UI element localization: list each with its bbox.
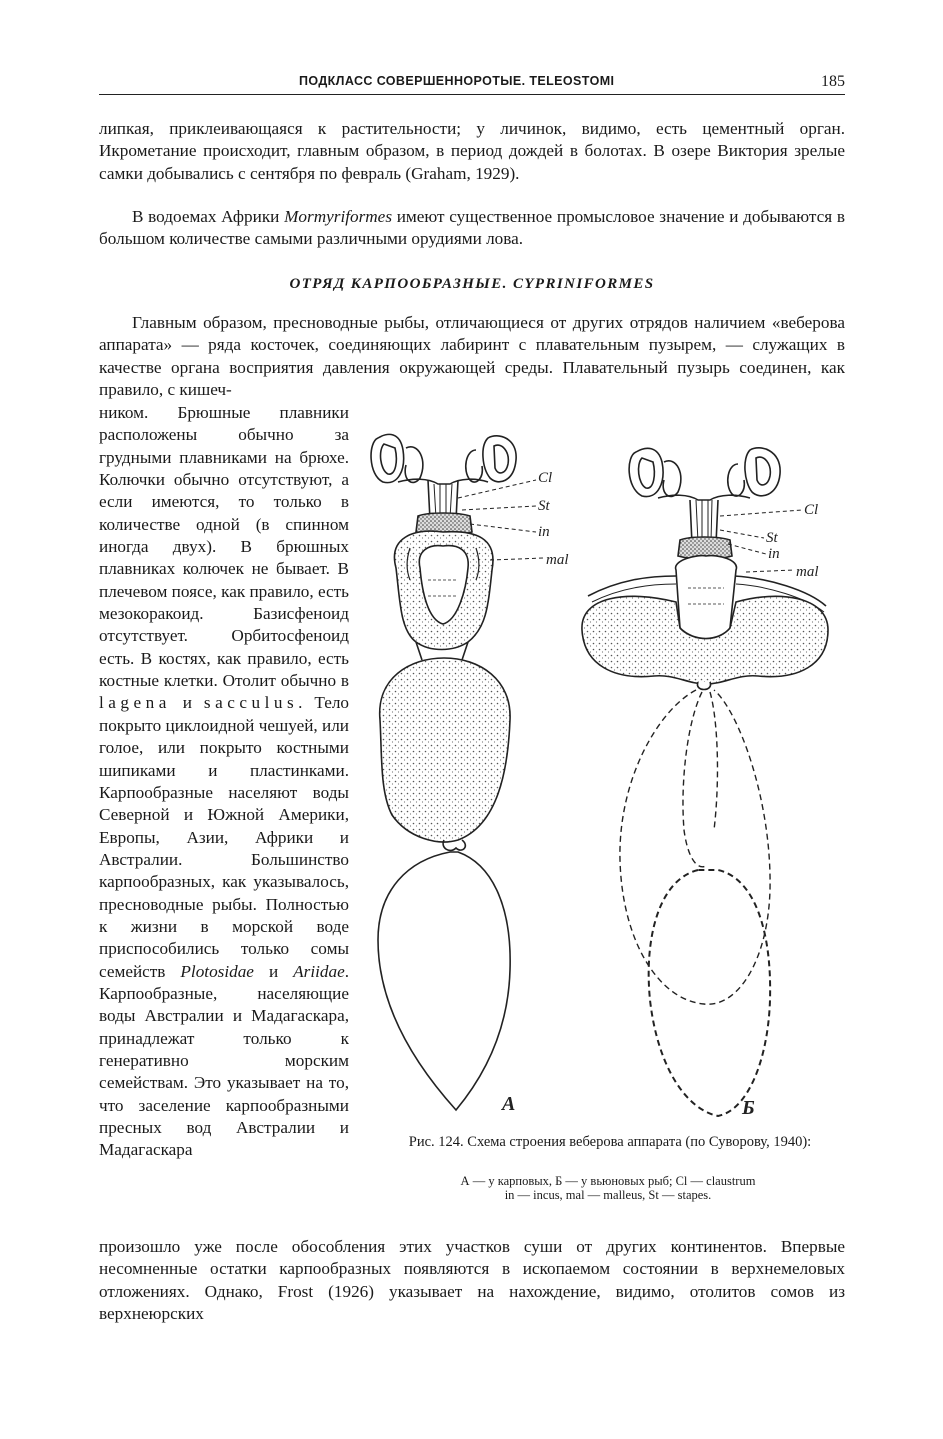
paragraph-2 [99, 206, 845, 251]
wrap-and-2: и [253, 961, 294, 981]
diagram-a [371, 434, 516, 1110]
term-lagena: lagena [99, 693, 171, 713]
paragraph-1: липкая, приклеивающаяся к растительности; у личинок, видимо, есть цементный орган. Икрометание происходит, главным образом, в период дождей в болотах. В озере Виктория зрелые самки добывались с сентября по февраль (Graham, 1929). [99, 119, 845, 183]
taxon-ariidae: Ariidae [293, 961, 345, 981]
wrap-and: и [170, 693, 204, 713]
labyrinth-b-right [728, 448, 780, 496]
figure-weberian-apparatus [358, 420, 845, 1130]
figure-caption-title: Рис. 124. Схема строения веберова аппарата (по Суворову, 1940): [408, 1134, 812, 1150]
wrap-text-1: ником. Брюшные плавники расположены обычно за грудными плавниками на брюхе. Колючки обычно отсутствуют, а если имеются, то только в количестве одной (в спинном иногда двух). В брюшных плавниках колючек не бывает. В плечевом поясе, как правило, есть мезокоракоид. Базисфеноид отсутствует. Орбитосфеноид есть. В костях, как правило, есть костные клетки. Отолит обычно в [99, 403, 350, 691]
paragraph-bottom: произошло уже после обособления этих участков суши от других континентов. Впервые несомненные остатки карпообразных появляются в ископаемом состоянии в верхнемеловых отложениях. Однако, Frost (1926) указывает на нахождение, видимо, отолитов сомов из верхнеюрских [99, 1237, 845, 1324]
labyrinth-b-left [629, 448, 681, 496]
wrapped-column-text [99, 402, 349, 1162]
figure-caption-line-1: А — у карповых, Б — у вьюновых рыб; Cl — claustrum [460, 1174, 756, 1188]
paragraph-2-text-a: В водоемах Африки [132, 207, 285, 226]
taxon-plotosidae: Plotosidae [180, 961, 254, 981]
running-title: ПОДКЛАСС СОВЕРШЕННОРОТЫЕ. TELEOSTOMI [299, 74, 615, 88]
running-head [99, 72, 845, 95]
panel-b-label: Б [742, 1097, 755, 1119]
labyrinth-a-right [466, 436, 516, 482]
diagram-b [582, 448, 828, 690]
wrap-text-2: . Тело покрыто циклоидной чешуей, или голое, или покрыто костными шипиками и пластинками. Карпообразные населяют воды Северной и Южной Америки, Европы, Азии, Африки и Австралии. Большинство карпообразных, как указывалось, пресноводные рыбы. Полностью к жизни в морской воде приспособились только сомы семейств [99, 693, 349, 981]
label-st-b: St [766, 530, 778, 546]
term-sacculus: sacculus [203, 693, 299, 713]
label-mal-a: mal [546, 552, 569, 568]
wrap-text-3: . Карпообразные, населяющие воды Австралии и Мадагаскара, принадлежат только к генеративно морским семействам. Это указывает на то, что заселение карпообразными пресных вод Австралии и Мадагаскара [99, 961, 349, 1160]
label-cl-a: Cl [538, 470, 553, 486]
paragraph-3: Главным образом, пресноводные рыбы, отличающиеся от других отрядов наличием «веберова аппарата» — ряда косточек, соединяющих лабиринт с плавательным пузырем, — служащих в качестве органа восприятия давления окружающей среды. Плавательный пузырь соединен, как правило, с кишеч- [99, 313, 845, 400]
label-st-a: St [538, 498, 550, 514]
taxon-mormyriformes: Mormyriformes [284, 207, 393, 226]
labyrinth-a-left [371, 434, 423, 482]
paragraph-2-text-b: имеют существенное промысловое значение и добываются в большом количестве самыми различными орудиями лова. [99, 207, 846, 249]
label-mal-b: mal [796, 564, 819, 580]
label-in-b: in [768, 546, 780, 562]
diagram-b-dashed [620, 690, 770, 1116]
label-cl-b: Cl [804, 502, 819, 518]
section-heading: ОТРЯД КАРПООБРАЗНЫЕ. CYPRINIFORMES [289, 276, 655, 292]
label-in-a: in [538, 524, 550, 540]
figure-caption-line-2: in — incus, mal — malleus, St — stapes. [504, 1188, 712, 1202]
panel-a-label: А [502, 1093, 516, 1115]
page-number: 185 [821, 73, 845, 90]
